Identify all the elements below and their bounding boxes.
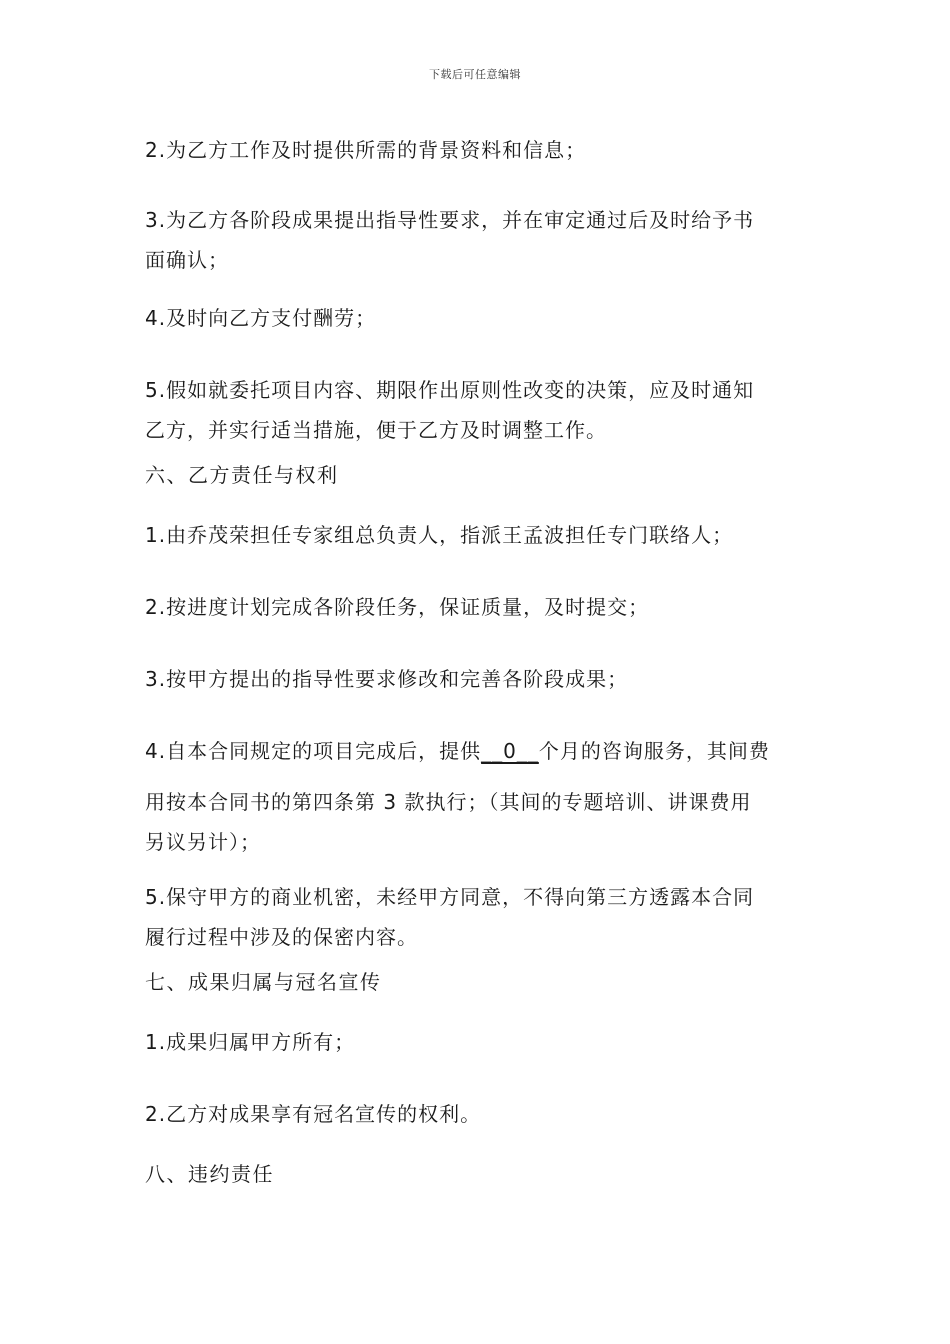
paragraph-party-a-duty-2 xyxy=(145,130,810,170)
paragraph-party-b-duty-4-cont xyxy=(145,782,810,862)
paragraph-ownership-2 xyxy=(145,1094,810,1134)
section-heading-6 xyxy=(145,455,810,495)
paragraph-party-b-duty-3 xyxy=(145,659,810,699)
paragraph-party-b-duty-1 xyxy=(145,515,810,555)
section-title: 六、乙方责任与权利 xyxy=(145,463,339,487)
text-line: 5.保守甲方的商业机密，未经甲方同意，不得向第三方透露本合同 xyxy=(145,885,755,909)
page-header-note: 下载后可任意编辑 xyxy=(429,68,521,81)
text-line: 2.乙方对成果享有冠名宣传的权利。 xyxy=(145,1102,482,1126)
text-line: 3.按甲方提出的指导性要求修改和完善各阶段成果； xyxy=(145,667,629,691)
text-line: 5.假如就委托项目内容、期限作出原则性改变的决策，应及时通知 xyxy=(145,378,755,402)
paragraph-ownership-1 xyxy=(145,1022,810,1062)
section-heading-7 xyxy=(145,962,810,1002)
text-line: 4.及时向乙方支付酬劳； xyxy=(145,306,377,330)
text-line: 履行过程中涉及的保密内容。 xyxy=(145,925,418,949)
section-heading-8 xyxy=(145,1154,810,1194)
section-title: 七、成果归属与冠名宣传 xyxy=(145,970,382,994)
text-segment: 个月的咨询服务，其间费 xyxy=(538,739,770,763)
text-line: 3.为乙方各阶段成果提出指导性要求，并在审定通过后及时给予书 xyxy=(145,208,755,232)
text-line: 2.为乙方工作及时提供所需的背景资料和信息； xyxy=(145,138,587,162)
text-line: 乙方，并实行适当措施，便于乙方及时调整工作。 xyxy=(145,418,607,442)
text-line: 用按本合同书的第四条第 3 款执行；（其间的专题培训、讲课费用 xyxy=(145,790,752,814)
text-line: 另议另计）； xyxy=(145,830,261,854)
paragraph-party-a-duty-3 xyxy=(145,200,810,280)
text-segment: 4.自本合同规定的项目完成后，提供 xyxy=(145,739,482,763)
paragraph-party-a-duty-5 xyxy=(145,370,810,450)
text-line xyxy=(145,731,810,771)
paragraph-party-b-duty-5 xyxy=(145,877,810,957)
paragraph-party-b-duty-4 xyxy=(145,731,810,771)
text-line: 1.成果归属甲方所有； xyxy=(145,1030,356,1054)
paragraph-party-b-duty-2 xyxy=(145,587,810,627)
text-line: 面确认； xyxy=(145,248,229,272)
text-line: 1.由乔茂荣担任专家组总负责人，指派王孟波担任专门联络人； xyxy=(145,523,734,547)
text-line: 2.按进度计划完成各阶段任务，保证质量，及时提交； xyxy=(145,595,650,619)
paragraph-party-a-duty-4 xyxy=(145,298,810,338)
consulting-months-blank: __0__ xyxy=(481,739,539,763)
section-title: 八、违约责任 xyxy=(145,1162,274,1186)
